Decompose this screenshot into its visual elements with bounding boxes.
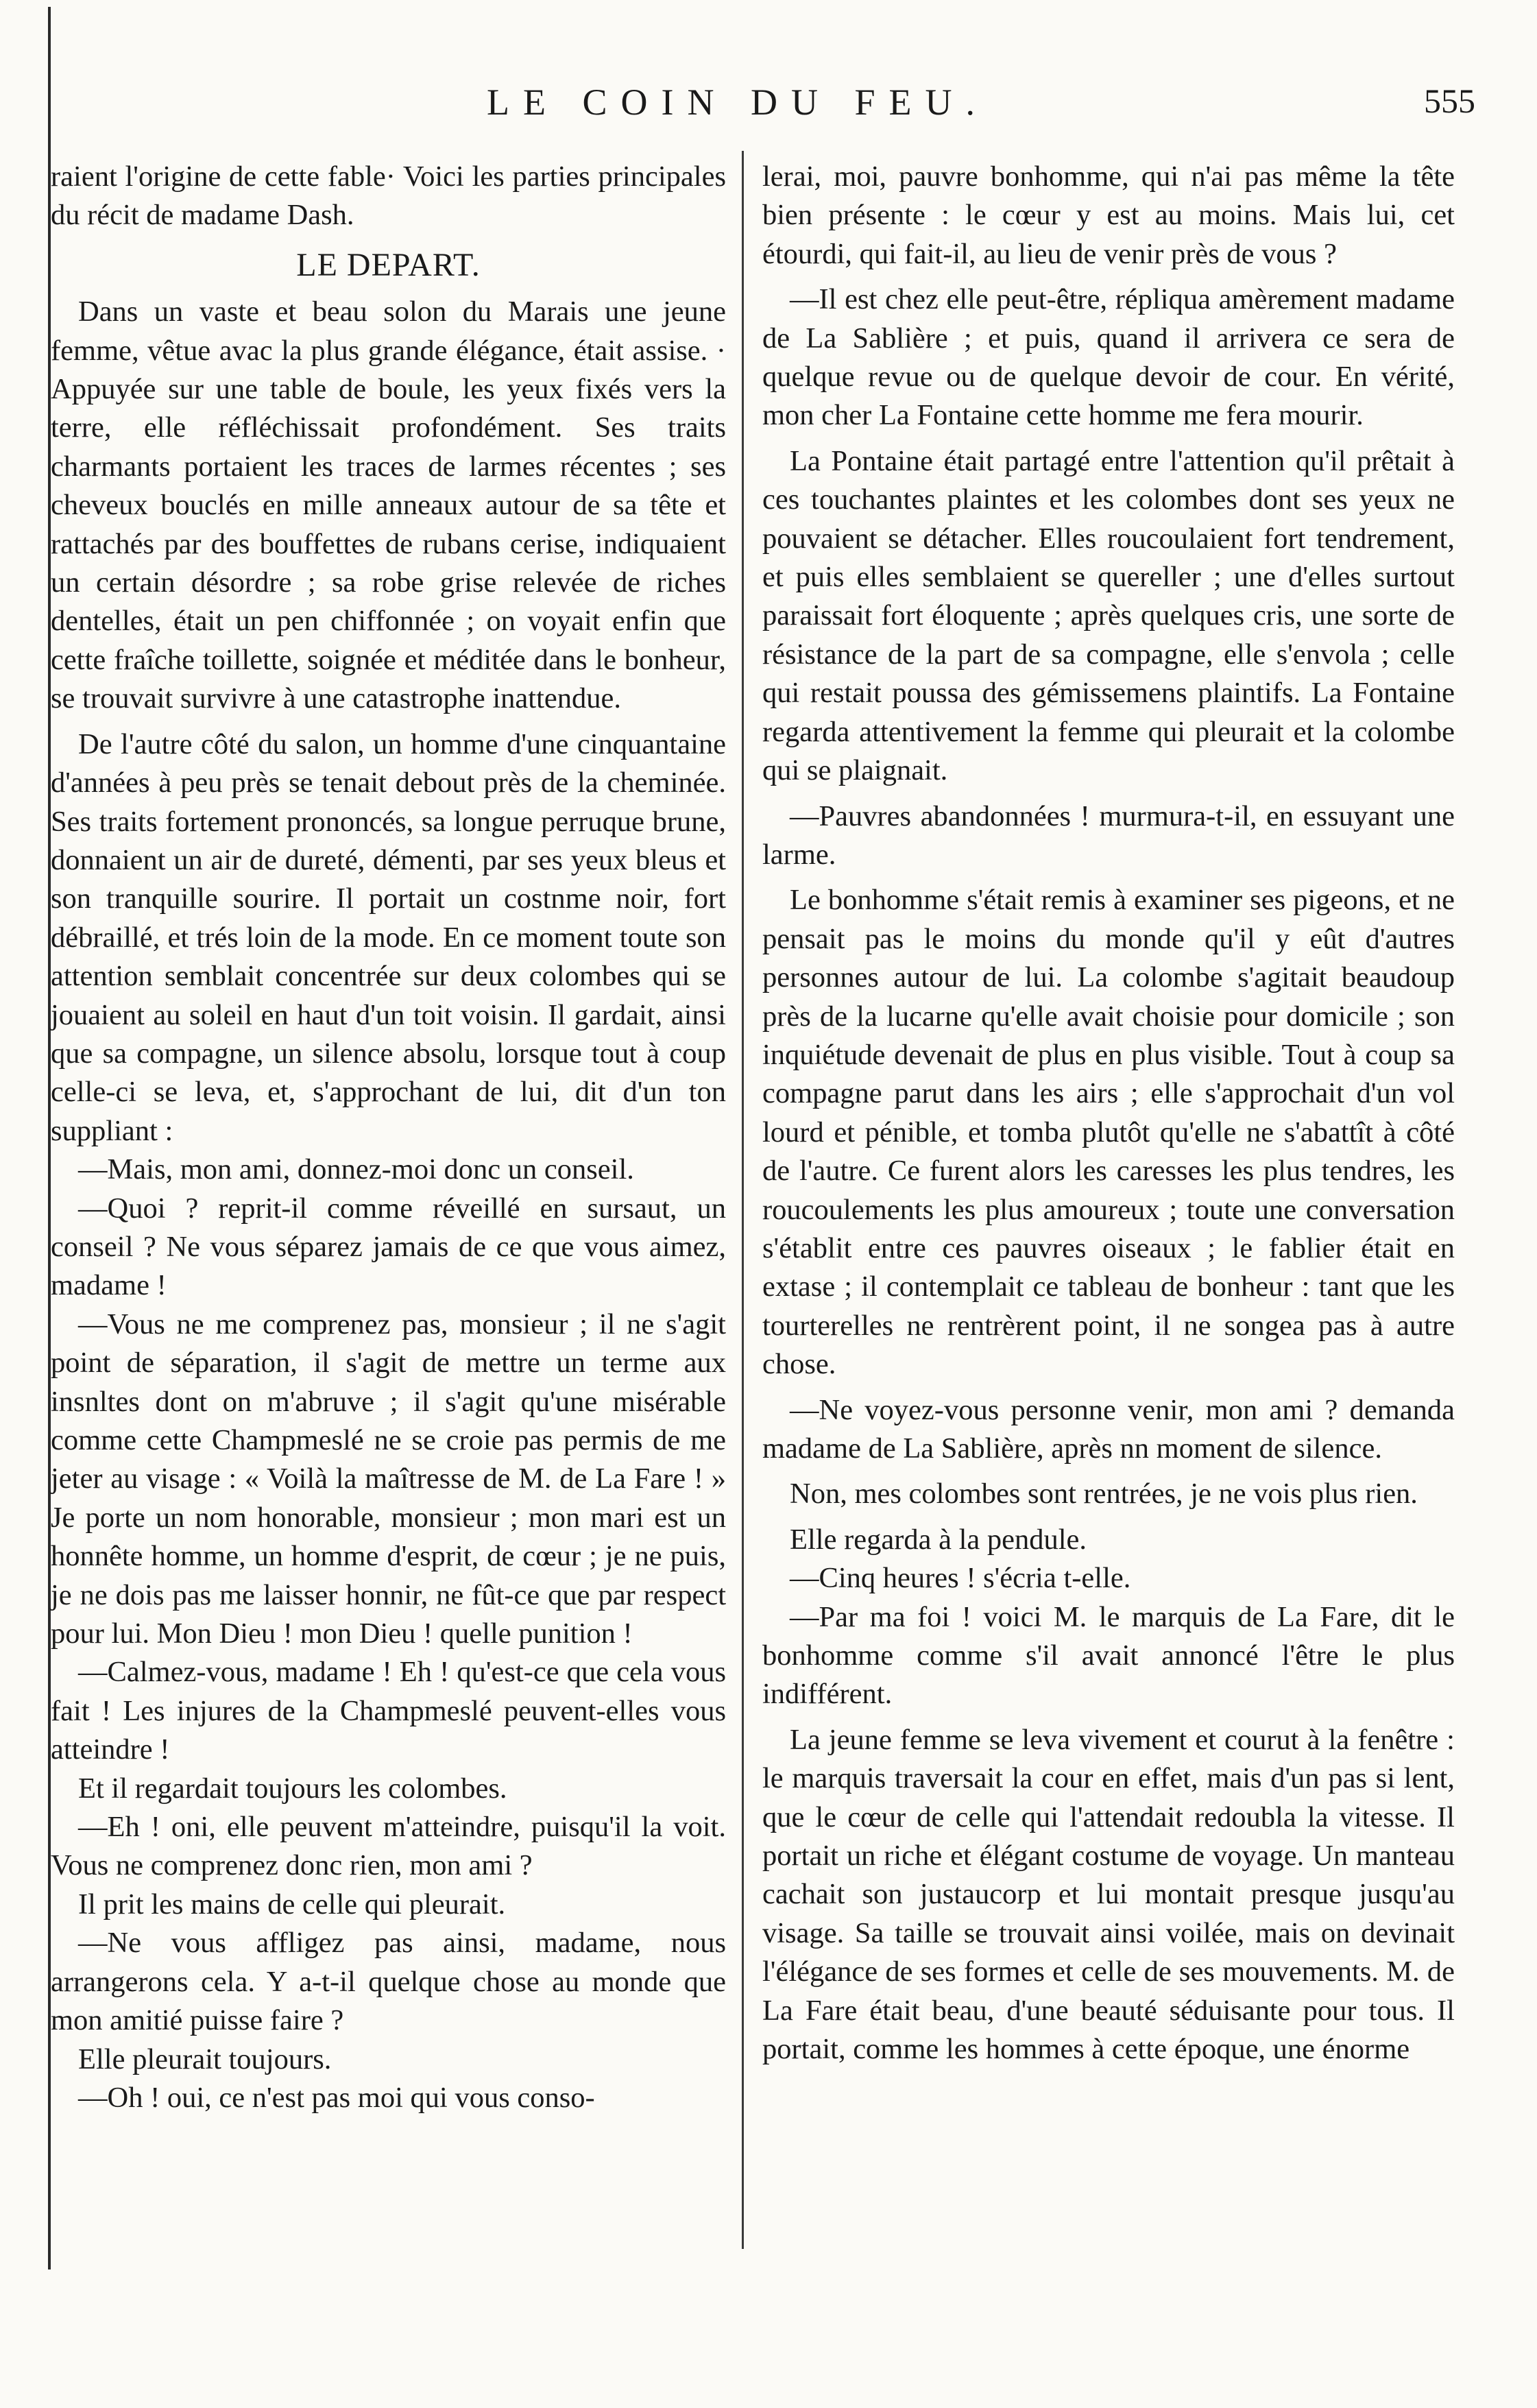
column-divider xyxy=(742,151,744,2249)
dialogue-line: —Cinq heures ! s'écria t-elle. xyxy=(790,1562,1131,1595)
paragraph: Dans un vaste et beau solon du Marais une jeune femme, vêtue avac la plus grande élégance, était assise. · Appuyée sur une table de boule, les yeux fixés vers la terre, elle réfléchissait profondément. Ses traits charmants portaient les traces de larmes récentes ; ses cheveux bouclés en mille anneaux autour de sa tête et rattachés par des bouffettes de rubans cerise, indiquaient un certain désordre ; sa robe grise relevée de riches dentelles, était un pen chiffonnée ; on voyait enfin que cette fraîche toillette, soignée et méditée dans le bonheur, se trouvait survivre à une catastrophe inattendue. xyxy=(51,296,726,715)
dialogue-line: —Calmez-vous, madame ! Eh ! qu'est-ce que cela vous fait ! Les injures de la Champmeslé peuvent-elles vous atteindre ! xyxy=(51,1656,726,1766)
dialogue-line: —Ne voyez-vous personne venir, mon ami ? demanda madame de La Sablière, après nn moment de silence. xyxy=(762,1393,1455,1465)
running-title: LE COIN DU FEU. xyxy=(487,82,989,123)
dialogue-line: —Il est chez elle peut-être, répliqua amèrement madame de La Sablière ; et puis, quand il arrivera ce sera de quelque revue ou de quelque devoir de cour. En vérité, mon cher La Fontaine cette homme me fera mourir. xyxy=(762,283,1455,432)
dialogue-line: —Eh ! oni, elle peuvent m'atteindre, puisqu'il la voit. Vous ne comprenez donc rien, mon ami ? xyxy=(51,1811,726,1882)
dialogue-line: —Vous ne me comprenez pas, monsieur ; il ne s'agit point de séparation, il s'agit de mettre un terme aux insnltes dont on m'abruve ; il s'agit qu'une misérable comme cette Champmeslé ne se croie pas permis de me jeter au visage : « Voilà la maîtresse de M. de La Fare ! » Je porte un nom honorable, monsieur ; mon mari est un honnête homme, un homme d'esprit, de cœur ; je ne puis, je ne dois pas me laisser honnir, ne fût-ce que par respect pour lui. Mon Dieu ! mon Dieu ! quelle punition ! xyxy=(51,1308,726,1650)
paragraph: De l'autre côté du salon, un homme d'une cinquantaine d'années à peu près se tenait debout près de la cheminée. Ses traits fortement prononcés, sa longue perruque brune, donnaient un air de dureté, démenti, par ses yeux bleus et son tranquille sourire. Il portait un costnme noir, fort débraillé, et trés loin de la mode. En ce moment toute son attention semblait concentrée sur deux colombes qui se jouaient au soleil en haut d'un toit voisin. Il gardait, ainsi que sa compagne, un silence absolu, lorsque tout à coup celle-ci se leva, et, s'approchant de lui, dit d'un ton suppliant : xyxy=(51,727,726,1147)
dialogue-line: —Quoi ? reprit-il comme réveillé en sursaut, un conseil ? Ne vous séparez jamais de ce que vous aimez, madame ! xyxy=(51,1192,726,1302)
right-column xyxy=(762,158,1455,2069)
paragraph: raient l'origine de cette fable· Voici les parties principales du récit de madame Dash. xyxy=(51,160,726,232)
page-header xyxy=(0,81,1537,136)
dialogue-line: —Ne vous affligez pas ainsi, madame, nous arrangerons cela. Y a-t-il quelque chose au monde que mon amitié puisse faire ? xyxy=(51,1927,726,2037)
paragraph: lerai, moi, pauvre bonhomme, qui n'ai pas même la tête bien présente : le cœur y est au moins. Mais lui, cet étourdi, qui fait-il, au lieu de venir près de vous ? xyxy=(762,160,1455,270)
dialogue-line: —Mais, mon ami, donnez-moi donc un conseil. xyxy=(78,1153,634,1186)
paragraph: Le bonhomme s'était remis à examiner ses pigeons, et ne pensait pas le moins du monde qu'il y eût d'autres personnes autour de lui. La colombe s'agitait beaudoup près de la lucarne qu'elle avait choisie pour domicile ; son inquiétude devenait de plus en plus visible. Tout à coup sa compagne parut dans les airs ; elle s'approchait d'un vol lourd et pénible, et tomba plutôt qu'elle ne s'abattît à côté de l'autre. Ce furent alors les caresses les plus tendres, les roucoulements les plus amoureux ; toute une conversation s'établit entre ces pauvres oiseaux ; le fablier était en extase ; il contemplait ce tableau de bonheur : tant que les tourterelles ne rentrèrent point, il ne songea pas à autre chose. xyxy=(762,884,1455,1381)
section-title: LE DEPART. xyxy=(296,246,481,283)
left-column xyxy=(51,158,726,2117)
paragraph: Elle pleurait toujours. xyxy=(78,2043,332,2075)
paragraph: La jeune femme se leva vivement et courut à la fenêtre : le marquis traversait la cour en effet, mais d'un pas si lent, que le cœur de celle qui l'attendait redoubla la vitesse. Il portait un riche et élégant costume de voyage. Un manteau cachait son justaucorp et lui montait presque jusqu'au visage. Sa taille se trouvait ainsi voilée, mais on devinait l'élégance de ses formes et celle de ses mouvements. M. de La Fare était beau, d'une beauté séduisante pour tous. Il portait, comme les hommes à cette époque, une énorme xyxy=(762,1723,1455,2066)
paragraph: Et il regardait toujours les colombes. xyxy=(78,1772,507,1805)
dialogue-line: —Oh ! oui, ce n'est pas moi qui vous conso- xyxy=(78,2081,595,2114)
paragraph: Il prit les mains de celle qui pleurait. xyxy=(78,1888,506,1921)
paragraph: Non, mes colombes sont rentrées, je ne vois plus rien. xyxy=(790,1478,1418,1510)
dialogue-line: —Par ma foi ! voici M. le marquis de La Fare, dit le bonhomme comme s'il avait annoncé l'être le plus indifférent. xyxy=(762,1600,1455,1711)
page-number: 555 xyxy=(1424,82,1475,120)
paragraph: Elle regarda à la pendule. xyxy=(790,1523,1087,1556)
paragraph: La Pontaine était partagé entre l'attention qu'il prêtait à ces touchantes plaintes et les colombes dont ses yeux ne pouvaient se détacher. Elles roucoulaient fort tendrement, et puis elles semblaient se quereller ; une d'elles surtout paraissait fort éloquente ; après quelques cris, une sorte de résistance de la part de sa compagne, elle s'envola ; celle qui restait poussa des gémissemens plaintifs. La Fontaine regarda attentivement la femme qui pleurait et la colombe qui se plaignait. xyxy=(762,444,1455,787)
dialogue-line: —Pauvres abandonnées ! murmura-t-il, en essuyant une larme. xyxy=(762,799,1455,871)
